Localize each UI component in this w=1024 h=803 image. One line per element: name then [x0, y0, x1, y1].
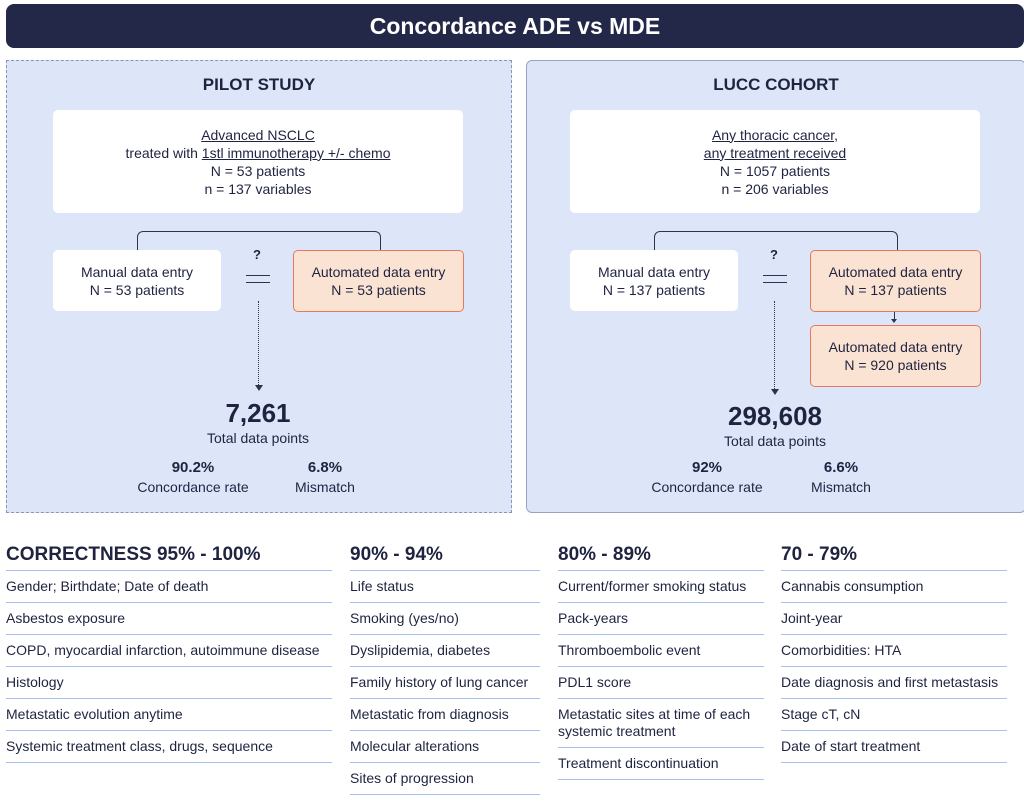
pilot-auto-label: Automated data entry — [311, 264, 446, 280]
lucc-cohort-box — [570, 110, 980, 213]
lucc-auto-n: N = 137 patients — [844, 282, 947, 298]
list-item: Joint-year — [781, 602, 1007, 634]
list-item: Stage cT, cN — [781, 698, 1007, 730]
lucc-mismatch-value: 6.6% — [823, 459, 859, 476]
pilot-manual-entry-box — [53, 250, 221, 311]
lucc-manual-entry-box — [570, 250, 738, 311]
pilot-mismatch-value: 6.8% — [307, 459, 343, 476]
correctness-column-4-heading: 70 - 79% — [781, 544, 858, 565]
lucc-total-label: Total data points — [724, 433, 826, 449]
list-item: Metastatic from diagnosis — [350, 698, 540, 730]
lucc-manual-label: Manual data entry — [597, 263, 711, 280]
list-item: Cannabis consumption — [781, 570, 1007, 602]
lucc-arrowhead-icon — [771, 389, 779, 395]
pilot-cohort-line1: Advanced NSCLC — [201, 126, 315, 143]
list-item: Comorbidities: HTA — [781, 634, 1007, 666]
list-item: Dyslipidemia, diabetes — [350, 634, 540, 666]
correctness-column-2-heading: 90% - 94% — [350, 544, 443, 565]
correctness-column-1 — [6, 540, 332, 763]
list-item: Metastatic sites at time of each systemic treatment — [558, 698, 764, 747]
list-item: Date of start treatment — [781, 730, 1007, 763]
lucc-auto2-n: N = 920 patients — [844, 357, 947, 373]
list-item: Current/former smoking status — [558, 570, 764, 602]
pilot-study-heading: PILOT STUDY — [202, 75, 316, 94]
lucc-question-mark: ? — [770, 247, 778, 262]
lucc-cohort-heading: LUCC COHORT — [713, 75, 839, 94]
pilot-mismatch-label: Mismatch — [295, 479, 355, 495]
list-item: Gender; Birthdate; Date of death — [6, 570, 332, 602]
lucc-cohort-line1: Any thoracic cancer, — [711, 126, 839, 143]
list-item: Asbestos exposure — [6, 602, 332, 634]
lucc-cohort-panel — [526, 60, 1024, 513]
list-item: Smoking (yes/no) — [350, 602, 540, 634]
pilot-cohort-line2-underlined: 1stl immunotherapy +/- chemo — [201, 144, 391, 161]
lucc-equals-icon — [763, 275, 787, 283]
pilot-cohort-box — [53, 110, 463, 213]
pilot-question-mark: ? — [253, 247, 261, 262]
pilot-cohort-patients: N = 53 patients — [210, 162, 306, 179]
pilot-cohort-line2 — [126, 144, 391, 162]
correctness-column-2 — [350, 540, 540, 795]
pilot-study-panel — [6, 60, 512, 513]
list-item: COPD, myocardial infarction, autoimmune disease — [6, 634, 332, 666]
page-title: Concordance ADE vs MDE — [6, 4, 1024, 48]
list-item: Thromboembolic event — [558, 634, 764, 666]
pilot-total-label: Total data points — [207, 430, 309, 446]
list-item: Molecular alterations — [350, 730, 540, 762]
correctness-column-4 — [781, 540, 1007, 763]
lucc-cohort-line2: any treatment received — [703, 144, 847, 161]
pilot-dotted-arrow-line — [258, 301, 259, 385]
lucc-auto2-label: Automated data entry — [828, 339, 963, 355]
correctness-column-4-list — [781, 570, 1007, 763]
pilot-cohort-variables: n = 137 variables — [204, 180, 312, 197]
lucc-auto-label: Automated data entry — [828, 264, 963, 280]
pilot-concordance-value: 90.2% — [171, 459, 215, 476]
pilot-automated-entry-box — [293, 250, 464, 312]
pilot-manual-label: Manual data entry — [80, 263, 194, 280]
list-item: Pack-years — [558, 602, 764, 634]
pilot-equals-icon — [246, 275, 270, 283]
list-item: Life status — [350, 570, 540, 602]
lucc-dotted-arrow-line — [774, 301, 775, 389]
correctness-column-3-heading: 80% - 89% — [558, 544, 651, 565]
pilot-concordance-label: Concordance rate — [137, 479, 249, 495]
lucc-cohort-patients: N = 1057 patients — [719, 162, 831, 179]
list-item: Date diagnosis and first metastasis — [781, 666, 1007, 698]
pilot-total-value: 7,261 — [225, 398, 291, 428]
lucc-total-value: 298,608 — [728, 401, 822, 431]
correctness-column-3-list — [558, 570, 764, 780]
list-item: Sites of progression — [350, 762, 540, 795]
lucc-mismatch-label: Mismatch — [811, 479, 871, 495]
lucc-manual-n: N = 137 patients — [602, 281, 706, 298]
correctness-column-1-list — [6, 570, 332, 763]
list-item: Treatment discontinuation — [558, 747, 764, 780]
lucc-cohort-variables: n = 206 variables — [721, 180, 829, 197]
pilot-auto-n: N = 53 patients — [331, 282, 426, 298]
correctness-column-1-heading: CORRECTNESS 95% - 100% — [6, 544, 261, 565]
correctness-column-2-list — [350, 570, 540, 795]
list-item: Histology — [6, 666, 332, 698]
lucc-auto-connector-arrow-icon — [891, 319, 897, 323]
list-item: PDL1 score — [558, 666, 764, 698]
lucc-concordance-label: Concordance rate — [651, 479, 763, 495]
lucc-automated-entry-box — [810, 250, 981, 312]
pilot-manual-n: N = 53 patients — [89, 281, 185, 298]
pilot-cohort-line2-prefix: treated with — [125, 144, 202, 161]
pilot-arrowhead-icon — [255, 385, 263, 391]
correctness-column-3 — [558, 540, 764, 780]
list-item: Metastatic evolution anytime — [6, 698, 332, 730]
list-item: Systemic treatment class, drugs, sequence — [6, 730, 332, 763]
lucc-concordance-value: 92% — [691, 459, 723, 476]
lucc-automated-entry-2-box — [810, 325, 981, 387]
list-item: Family history of lung cancer — [350, 666, 540, 698]
